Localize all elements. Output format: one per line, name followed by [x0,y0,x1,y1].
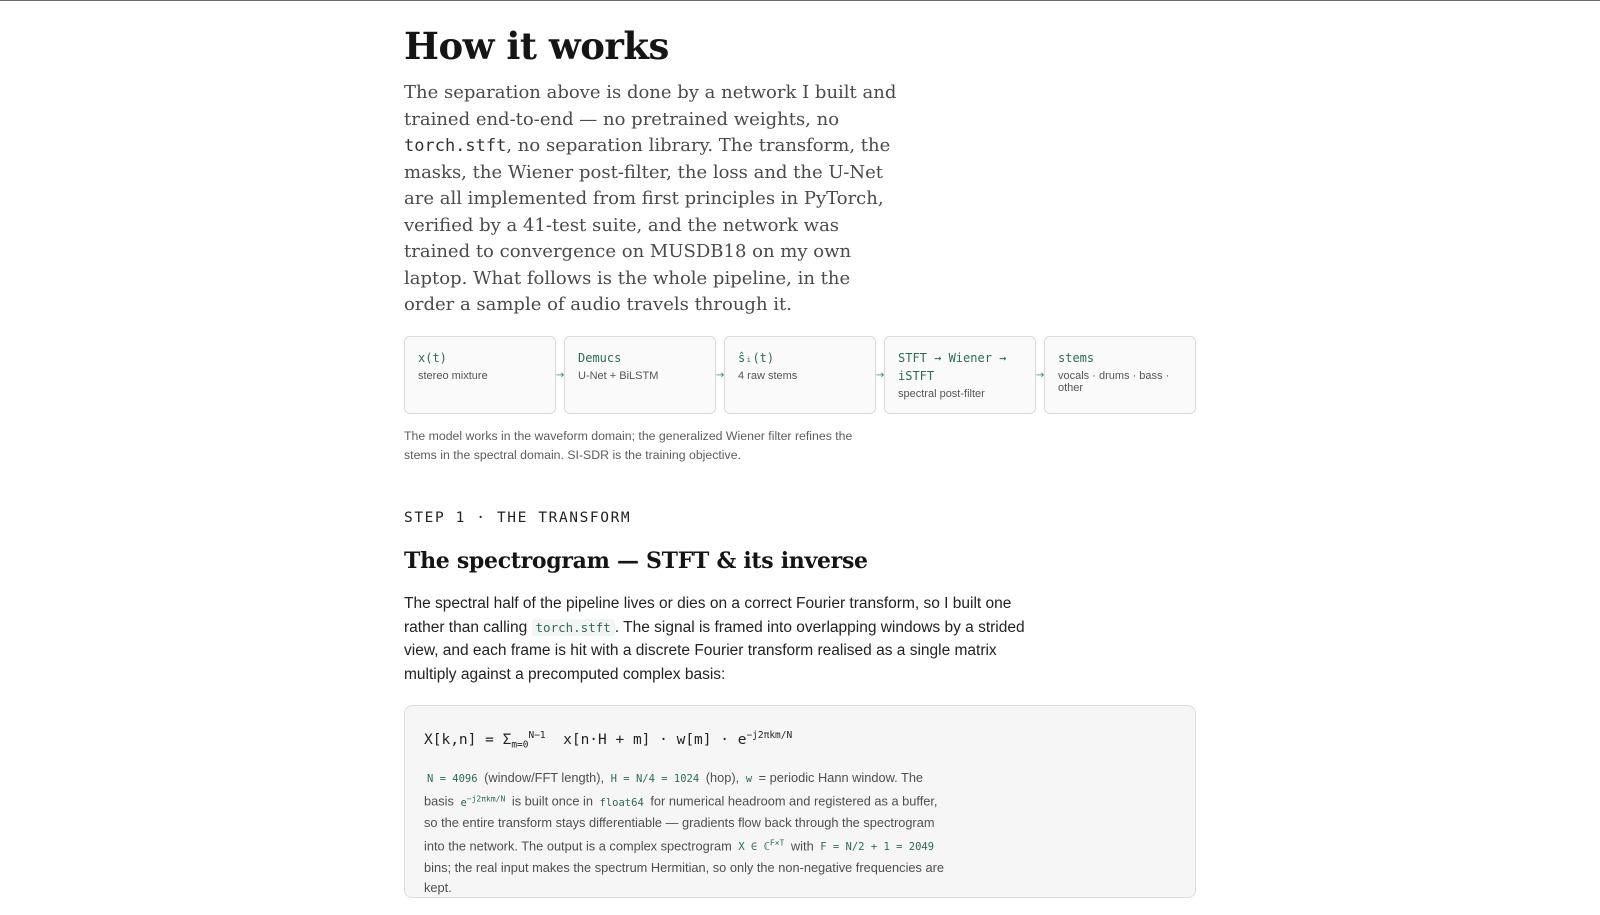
stage-input-mixture [404,336,556,414]
intro-paragraph [404,80,900,319]
spectrogram-base: X ∈ ℂ [738,841,770,854]
stage-raw-stems [724,336,876,414]
dft-formula [424,724,1176,758]
formula-sub: m=0 [511,739,529,751]
formula-lhs: X[k,n] = Σ [424,731,512,748]
stage-desc: spectral post-filter [898,388,985,400]
intro-inline-code: torch.stft [404,136,507,156]
formula-sup: N−1 [528,730,546,741]
step-body-inline-code: torch.stft [532,619,615,636]
note-text: (hop), [702,769,743,785]
note-code-h: H = N/4 = 1024 [610,772,700,785]
note-code-f: F = N/2 + 1 = 2049 [820,841,935,854]
formula-mid: x[n·H + m] · w[m] · e [545,731,747,748]
stage-name: stems [1058,351,1095,365]
stage-desc: 4 raw stems [738,370,798,382]
basis-exp: −j2πkm/N [466,794,506,804]
arrow-right-icon: → [1035,369,1045,381]
arrow-right-icon: → [875,369,885,381]
pipeline-diagram [404,336,1196,414]
basis-base: e [460,796,467,809]
stage-wiener-filter [884,336,1036,414]
step-eyebrow: STEP 1 · THE TRANSFORM [404,510,632,526]
note-code-spectrogram [735,838,787,854]
note-text: with [787,838,818,854]
stage-name: Demucs [578,351,622,365]
equation-note [424,768,944,899]
intro-text-2: , no separation library. The transform, the masks, the Wiener post-filter, the loss and the U-Net are all implemented from first principles in PyTorch, verified by a 41-test suite, and the network was trained to convergence on MUSDB18 on my own laptop. What follows is the whole pipeline, in the order a sample of audio travels through it. [404,135,891,315]
step-body [404,592,1034,686]
pipeline-caption: The model works in the waveform domain; the generalized Wiener filter refines the stems in the spectral domain. SI-SDR is the training objective. [404,429,853,462]
stage-name: STFT → Wiener → iSTFT [898,351,1007,383]
equation-box [404,705,1196,898]
stage-demucs [564,336,716,414]
note-code-n: N = 4096 [427,772,478,785]
intro-text-1: The separation above is done by a network I built and trained end-to-end — no pretrained weights, no [404,82,897,130]
note-text: bins; the real input makes the spectrum Hermitian, so only the non-negative frequencies are kept. [424,859,944,896]
spectrogram-exp: F×T [769,838,785,848]
note-text: for numerical headroom and registered as a buffer, so the entire transform stays differentiable — gradients flow back through the spectrogram into the network. The output is a complex spectrogram [424,793,938,854]
note-code-float64: float64 [599,796,644,809]
note-text: is built once in [508,793,597,809]
stage-output-stems [1044,336,1196,414]
arrow-right-icon: → [715,369,725,381]
section-title: How it works [404,24,669,68]
stage-desc: vocals · drums · bass · other [1058,370,1170,394]
stage-desc: U-Net + BiLSTM [578,370,659,382]
note-text: = periodic Hann window. The basis [424,769,924,809]
stage-name: x(t) [418,351,447,365]
stage-name: ŝᵢ(t) [738,351,775,365]
note-code-basis [457,794,508,809]
step-body-text-2: . The signal is framed into overlapping windows by a strided view, and each frame is hit with a discrete Fourier transform realised as a single matrix multiply against a precomputed complex basis: [404,618,1025,683]
stage-desc: stereo mixture [418,370,488,382]
step-heading: The spectrogram — STFT & its inverse [404,548,868,574]
note-text: (window/FFT length), [480,769,608,785]
note-code-w: w [745,772,753,785]
arrow-right-icon: → [555,369,565,381]
step-body-text-1: The spectral half of the pipeline lives or dies on a correct Fourier transform, so I built one rather than calling [404,595,1012,636]
formula-exp: −j2πkm/N [746,730,793,741]
